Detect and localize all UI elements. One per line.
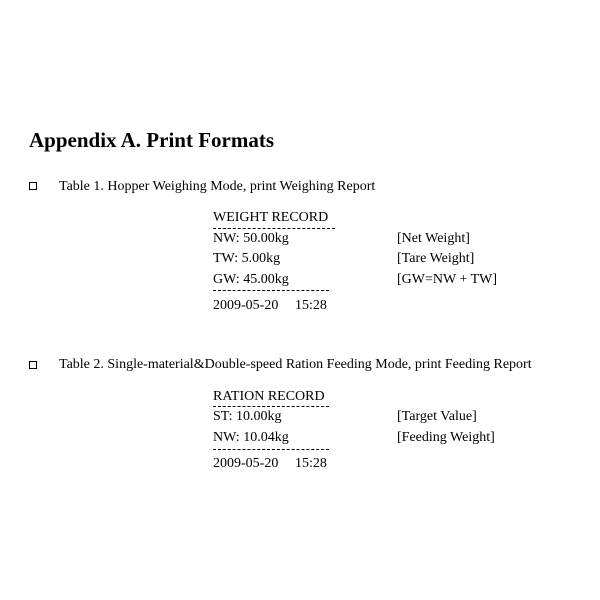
- table2-header-divider: [213, 406, 329, 407]
- table1-row-value: NW: 50.00kg: [213, 231, 289, 246]
- checkbox-bullet-table2: [29, 361, 37, 369]
- table2-caption: Table 2. Single-material&Double-speed Ration Feeding Mode, print Feeding Report: [59, 357, 532, 372]
- table1-row-note: [Net Weight]: [397, 231, 470, 246]
- table2-row-note: [Feeding Weight]: [397, 430, 495, 445]
- table1-row-value: TW: 5.00kg: [213, 251, 281, 266]
- table2-date: 2009-05-20: [213, 456, 279, 471]
- table1-time: 15:28: [295, 298, 327, 313]
- table2-time: 15:28: [295, 456, 327, 471]
- table1-row-note: [GW=NW + TW]: [397, 272, 498, 287]
- table2-footer-divider: [213, 449, 329, 450]
- table1-date: 2009-05-20: [213, 298, 279, 313]
- page-title: Appendix A. Print Formats: [29, 128, 275, 152]
- table1-row-note: [Tare Weight]: [397, 251, 475, 266]
- table2-row-value: ST: 10.00kg: [213, 409, 282, 424]
- checkbox-bullet-table1: [29, 182, 37, 190]
- table1-header-divider: [213, 228, 335, 229]
- table2-row-note: [Target Value]: [397, 409, 477, 424]
- table2-row-value: NW: 10.04kg: [213, 430, 289, 445]
- table1-footer-divider: [213, 290, 329, 291]
- table2-header: RATION RECORD: [213, 389, 325, 404]
- table1-row-value: GW: 45.00kg: [213, 272, 289, 287]
- table1-header: WEIGHT RECORD: [213, 210, 329, 225]
- table1-caption: Table 1. Hopper Weighing Mode, print Weighing Report: [59, 179, 376, 194]
